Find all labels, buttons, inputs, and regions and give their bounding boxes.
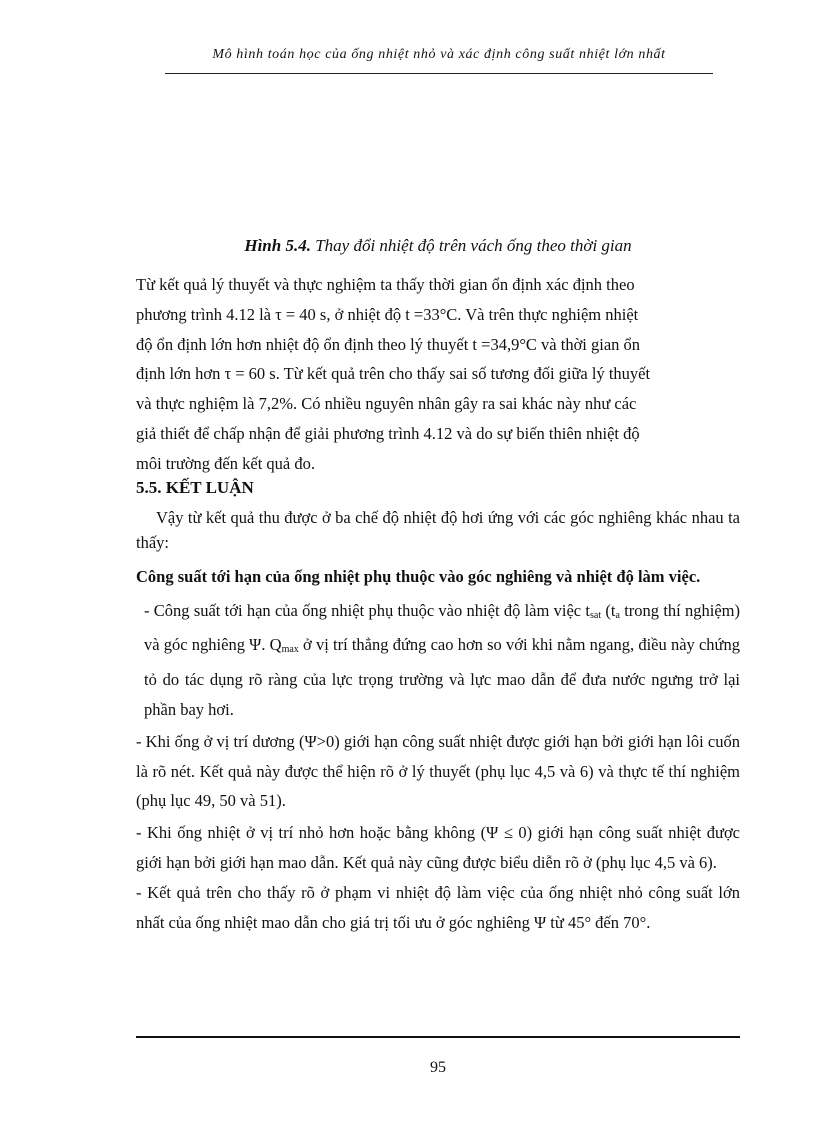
body-text: [136, 270, 740, 937]
paragraph-line: định lớn hơn τ = 60 s. Từ kết quả trên cho thấy sai số tương đối giữa lý thuyết: [136, 364, 651, 384]
figure-label: Hình 5.4.: [244, 236, 311, 255]
section-intro: Vậy từ kết quả thu được ở ba chế độ nhiệt độ hơi ứng với các góc nghiêng khác nhau ta thấy:: [136, 507, 740, 553]
bullet-working-temperature: [136, 596, 740, 725]
bullet-text: trong thí nghiệm) và góc nghiêng Ψ. Q: [144, 600, 741, 655]
page-number: 95: [430, 1059, 446, 1076]
paragraph-line: Từ kết quả lý thuyết và thực nghiệm ta thấy thời gian ổn định xác định theo: [136, 275, 635, 294]
section-heading: 5.5. KẾT LUẬN: [136, 477, 254, 497]
subscript-max: max: [281, 644, 299, 656]
paragraph-line: môi trường đến kết quả đo.: [136, 453, 315, 473]
section-bold-statement: Công suất tới hạn của ống nhiệt phụ thuộc vào góc nghiêng và nhiệt độ làm việc.: [136, 566, 701, 586]
figure-caption: [136, 236, 740, 256]
bullet-positive-angle: - Khi ống ở vị trí dương (Ψ>0) giới hạn công suất nhiệt được giới hạn bởi giới hạn lôi cuốn là rõ nét. Kết quả này được thể hiện rõ ở lý thuyết (phụ lục 4,5 và 6) và thực tế thí nghiệm (phụ lục 49, 50 và 51).: [136, 731, 740, 811]
paragraph-line: giả thiết để chấp nhận để giải phương trình 4.12 và do sự biến thiên nhiệt độ: [136, 423, 640, 443]
header-rule: [165, 73, 713, 74]
paragraph-line: độ ổn định lớn hơn nhiệt độ ổn định theo lý thuyết t =34,9°C và thời gian ổn: [136, 334, 641, 354]
bullet-optimal-angle: - Kết quả trên cho thấy rõ ở phạm vi nhiệt độ làm việc của ống nhiệt nhỏ công suất lớn nhất của ống nhiệt mao dẫn cho giá trị tối ưu ở góc nghiêng Ψ từ 45° đến 70°.: [136, 882, 740, 932]
bullet-negative-angle: - Khi ống nhiệt ở vị trí nhỏ hơn hoặc bằng không (Ψ ≤ 0) giới hạn công suất nhiệt được giới hạn bởi giới hạn mao dẫn. Kết quả này cũng được biểu diễn rõ ở (phụ lục 4,5 và 6).: [136, 823, 740, 872]
paragraph-line: phương trình 4.12 là τ = 40 s, ở nhiệt độ t =33°C. Và trên thực nghiệm nhiệt: [136, 304, 639, 324]
paragraph-results: [136, 270, 740, 479]
bullet-text: ở vị trí thẳng đứng cao hơn so với khi nằm ngang, điều này chứng tỏ do tác dụng rõ ràng của lực trọng trường và lực mao dẫn để đưa nước ngưng trở lại phần bay hơi.: [144, 635, 740, 719]
paragraph-line: và thực nghiệm là 7,2%. Có nhiều nguyên nhân gây ra sai khác này như các: [136, 394, 637, 414]
footer-rule: [136, 1036, 740, 1038]
bullet-text: - Công suất tới hạn của ống nhiệt phụ thuộc vào nhiệt độ làm việc t: [144, 600, 590, 620]
bullet-text: (t: [601, 600, 616, 620]
subscript-a: a: [615, 609, 620, 621]
running-header: Mô hình toán học của ống nhiệt nhỏ và xác định công suất nhiệt lớn nhất: [212, 47, 666, 62]
figure-caption-text: Thay đổi nhiệt độ trên vách ống theo thời gian: [310, 236, 632, 255]
subscript-sat: sat: [589, 609, 602, 621]
